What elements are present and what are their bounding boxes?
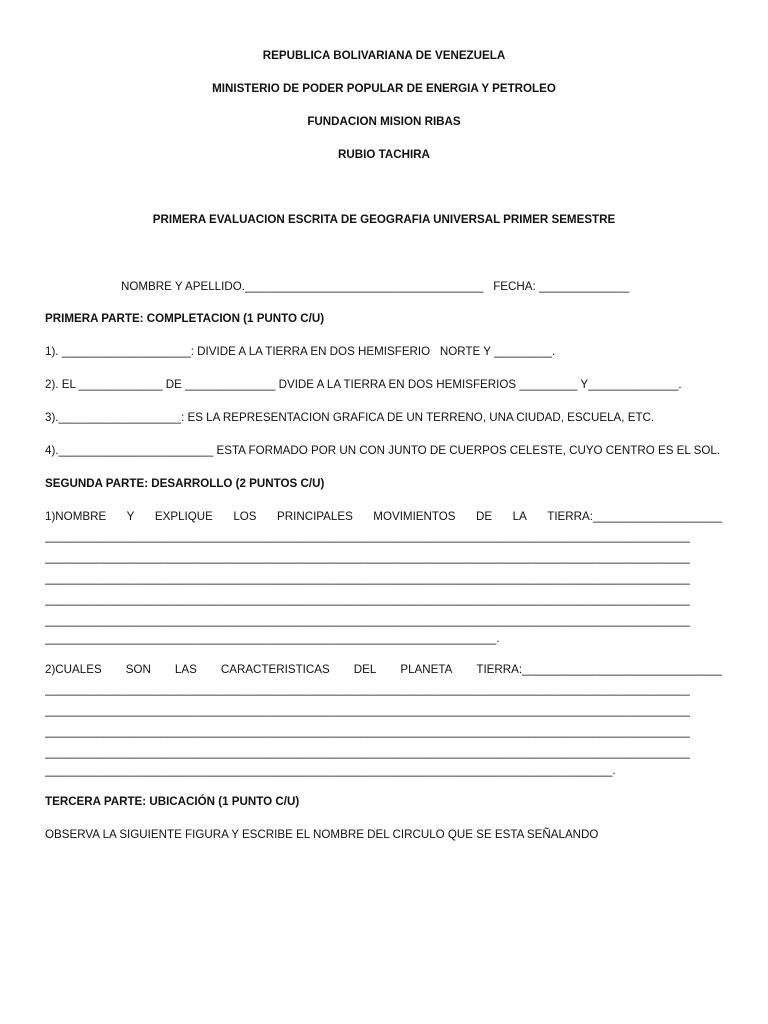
part2-question-2: [45, 663, 722, 677]
answer-line: ____________________________________________________________________________________________________: [45, 725, 690, 738]
question-word: CARACTERISTICAS: [220, 663, 330, 676]
part1-heading: PRIMERA PARTE: COMPLETACION (1 PUNTO C/U): [45, 312, 325, 325]
question-word: DE: [476, 510, 493, 523]
question-word: 2)CUALES: [45, 663, 102, 676]
answer-line: ____________________________________________________________________________________________________: [45, 614, 690, 627]
question-word: Y: [126, 510, 135, 523]
date-blank: ______________: [538, 280, 630, 293]
question-word: PLANETA: [400, 663, 453, 676]
part3-heading: TERCERA PARTE: UBICACIÓN (1 PUNTO C/U): [45, 795, 300, 808]
question-word: TIERRA:_______________________________: [476, 663, 722, 676]
question-word: EXPLIQUE: [154, 510, 213, 523]
part2-heading: SEGUNDA PARTE: DESARROLLO (2 PUNTOS C/U): [45, 477, 325, 490]
exam-title: PRIMERA EVALUACION ESCRITA DE GEOGRAFIA UNIVERSAL PRIMER SEMESTRE: [152, 213, 616, 226]
answer-line: ____________________________________________________________________________________________________: [45, 683, 690, 696]
answer-line: ____________________________________________________________________________________________________: [45, 551, 690, 564]
part3-instruction: OBSERVA LA SIGUIENTE FIGURA Y ESCRIBE EL NOMBRE DEL CIRCULO QUE SE ESTA SEÑALANDO: [45, 828, 599, 841]
part1-question-2: 2). EL _____________ DE ______________ DVIDE A LA TIERRA EN DOS HEMISFERIOS _________ Y______________.: [45, 378, 682, 391]
question-word: DEL: [353, 663, 377, 676]
header-foundation: FUNDACION MISION RIBAS: [307, 115, 461, 128]
question-word: SON: [125, 663, 151, 676]
answer-line: ____________________________________________________________________________________________________: [45, 704, 690, 717]
answer-line-end: ______________________________________________________________________.: [45, 632, 500, 645]
question-word: LA: [512, 510, 527, 523]
header-ministry: MINISTERIO DE PODER POPULAR DE ENERGIA Y PETROLEO: [212, 82, 556, 95]
question-word: TIERRA:____________________: [547, 510, 722, 523]
answer-line: ____________________________________________________________________________________________________: [45, 593, 690, 606]
question-word: LAS: [174, 663, 197, 676]
question-word: LOS: [233, 510, 257, 523]
header-location: RUBIO TACHIRA: [338, 148, 430, 161]
header-republic: REPUBLICA BOLIVARIANA DE VENEZUELA: [262, 49, 506, 62]
answer-line: ____________________________________________________________________________________________________: [45, 530, 690, 543]
date-label: FECHA:: [493, 280, 536, 293]
answer-line: ____________________________________________________________________________________________________: [45, 572, 690, 585]
part1-question-1: 1). ____________________: DIVIDE A LA TIERRA EN DOS HEMISFERIO NORTE Y _________.: [45, 345, 556, 358]
student-info-row: [121, 280, 629, 294]
question-word: 1)NOMBRE: [45, 510, 107, 523]
question-word: MOVIMIENTOS: [373, 510, 456, 523]
part1-question-4: 4).________________________ ESTA FORMADO POR UN CON JUNTO DE CUERPOS CELESTE, CUYO CENTRO ES EL SOL.: [45, 444, 721, 457]
name-label: NOMBRE Y APELLIDO.: [121, 280, 245, 293]
question-word: PRINCIPALES: [277, 510, 353, 523]
answer-line-end: ________________________________________________________________________________________.: [45, 764, 616, 777]
part1-question-3: 3).___________________: ES LA REPRESENTACION GRAFICA DE UN TERRENO, UNA CIUDAD, ESCUELA, ETC.: [45, 411, 655, 424]
name-blank: _____________________________________: [244, 280, 484, 293]
answer-line: ____________________________________________________________________________________________________: [45, 746, 690, 759]
part2-question-1: [45, 510, 722, 524]
